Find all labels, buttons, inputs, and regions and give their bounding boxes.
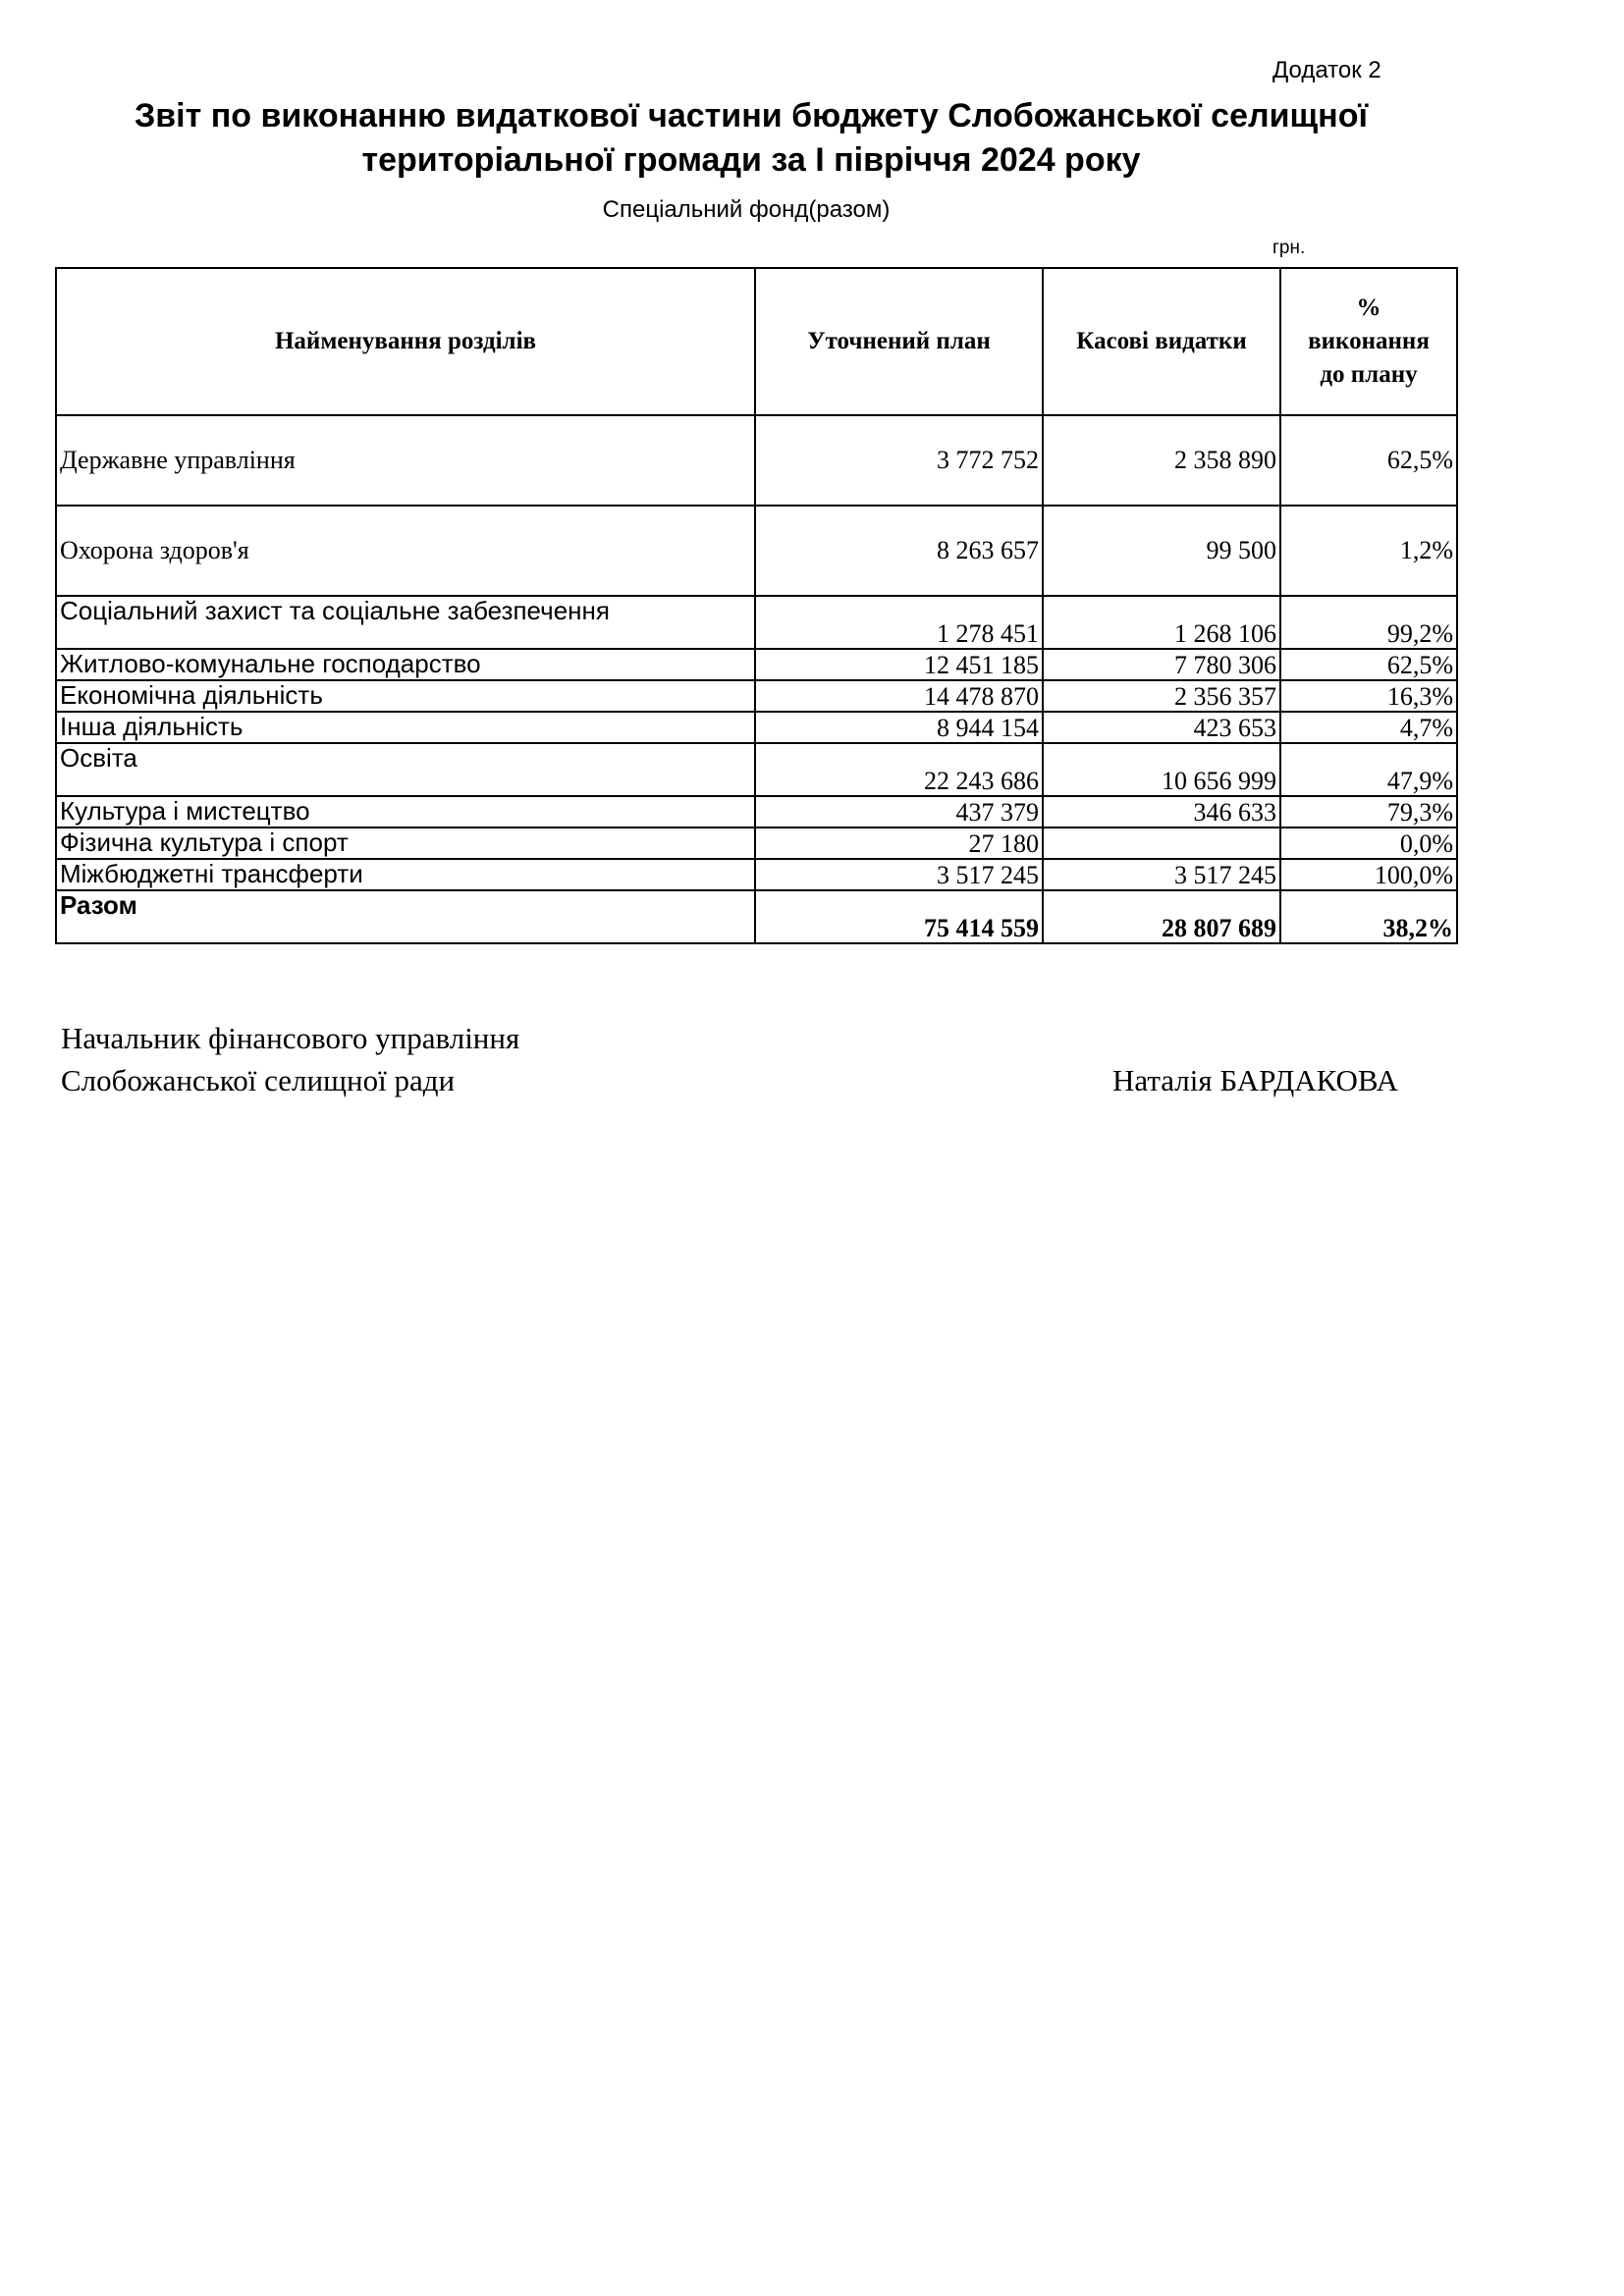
table-row	[56, 680, 1457, 712]
row-name: Фізична культура і спорт	[56, 828, 755, 859]
row-plan: 14 478 870	[755, 680, 1043, 712]
row-percent: 0,0%	[1280, 828, 1457, 859]
row-plan: 1 278 451	[755, 596, 1043, 649]
signatory-name: Наталія БАРДАКОВА	[1112, 1063, 1399, 1097]
row-percent: 99,2%	[1280, 596, 1457, 649]
row-plan: 437 379	[755, 796, 1043, 828]
row-name: Охорона здоров'я	[56, 506, 755, 596]
row-name: Економічна діяльність	[56, 680, 755, 712]
row-actual: 1 268 106	[1043, 596, 1280, 649]
row-actual: 10 656 999	[1043, 743, 1280, 796]
row-actual	[1043, 828, 1280, 859]
table-row	[56, 596, 1457, 649]
row-actual: 346 633	[1043, 796, 1280, 828]
percent-header-line-2: виконання	[1308, 328, 1430, 354]
total-actual: 28 807 689	[1043, 890, 1280, 943]
row-percent: 79,3%	[1280, 796, 1457, 828]
annex-label: Додаток 2	[1272, 57, 1381, 83]
row-plan: 27 180	[755, 828, 1043, 859]
table-total-row	[56, 890, 1457, 943]
signatory-position-line-2: Слобожанської селищної ради	[61, 1063, 456, 1097]
row-actual: 2 356 357	[1043, 680, 1280, 712]
row-name: Державне управління	[56, 415, 755, 506]
table-row	[56, 796, 1457, 828]
document-title	[39, 94, 1463, 183]
fund-subtitle: Спеціальний фонд(разом)	[602, 196, 891, 223]
column-header-name: Найменування розділів	[56, 268, 755, 415]
row-name: Освіта	[56, 743, 755, 796]
row-percent: 1,2%	[1280, 506, 1457, 596]
signatory-position	[61, 1017, 519, 1101]
title-line-2: територіальної громади за I півріччя 2024 року	[361, 141, 1141, 179]
total-plan: 75 414 559	[755, 890, 1043, 943]
row-actual: 2 358 890	[1043, 415, 1280, 506]
percent-header-line-3: до плану	[1320, 361, 1418, 388]
title-line-1: Звіт по виконанню видаткової частини бюджету Слобожанської селищної	[134, 97, 1369, 134]
row-name: Культура і мистецтво	[56, 796, 755, 828]
row-name: Житлово-комунальне господарство	[56, 649, 755, 680]
total-name: Разом	[56, 890, 755, 943]
row-plan: 3 772 752	[755, 415, 1043, 506]
table-row	[56, 743, 1457, 796]
column-header-plan: Уточнений план	[755, 268, 1043, 415]
row-name: Інша діяльність	[56, 712, 755, 743]
column-header-actual: Касові видатки	[1043, 268, 1280, 415]
row-percent: 62,5%	[1280, 415, 1457, 506]
signatory-position-line-1: Начальник фінансового управління	[61, 1021, 520, 1055]
row-name: Соціальний захист та соціальне забезпечення	[56, 596, 755, 649]
row-percent: 47,9%	[1280, 743, 1457, 796]
row-actual: 423 653	[1043, 712, 1280, 743]
row-actual: 99 500	[1043, 506, 1280, 596]
table-row	[56, 828, 1457, 859]
row-percent: 62,5%	[1280, 649, 1457, 680]
table-row	[56, 712, 1457, 743]
table-header-row	[56, 268, 1457, 415]
budget-table	[55, 267, 1458, 944]
percent-header-symbol: %	[1356, 294, 1381, 321]
row-percent: 4,7%	[1280, 712, 1457, 743]
table-row	[56, 649, 1457, 680]
row-plan: 8 944 154	[755, 712, 1043, 743]
row-actual: 3 517 245	[1043, 859, 1280, 890]
row-plan: 22 243 686	[755, 743, 1043, 796]
row-name: Міжбюджетні трансферти	[56, 859, 755, 890]
table-row	[56, 415, 1457, 506]
currency-unit: грн.	[1272, 238, 1306, 258]
table-row	[56, 859, 1457, 890]
row-plan: 8 263 657	[755, 506, 1043, 596]
row-percent: 16,3%	[1280, 680, 1457, 712]
row-actual: 7 780 306	[1043, 649, 1280, 680]
row-plan: 12 451 185	[755, 649, 1043, 680]
row-plan: 3 517 245	[755, 859, 1043, 890]
total-percent: 38,2%	[1280, 890, 1457, 943]
table-row	[56, 506, 1457, 596]
row-percent: 100,0%	[1280, 859, 1457, 890]
column-header-percent	[1280, 268, 1457, 415]
